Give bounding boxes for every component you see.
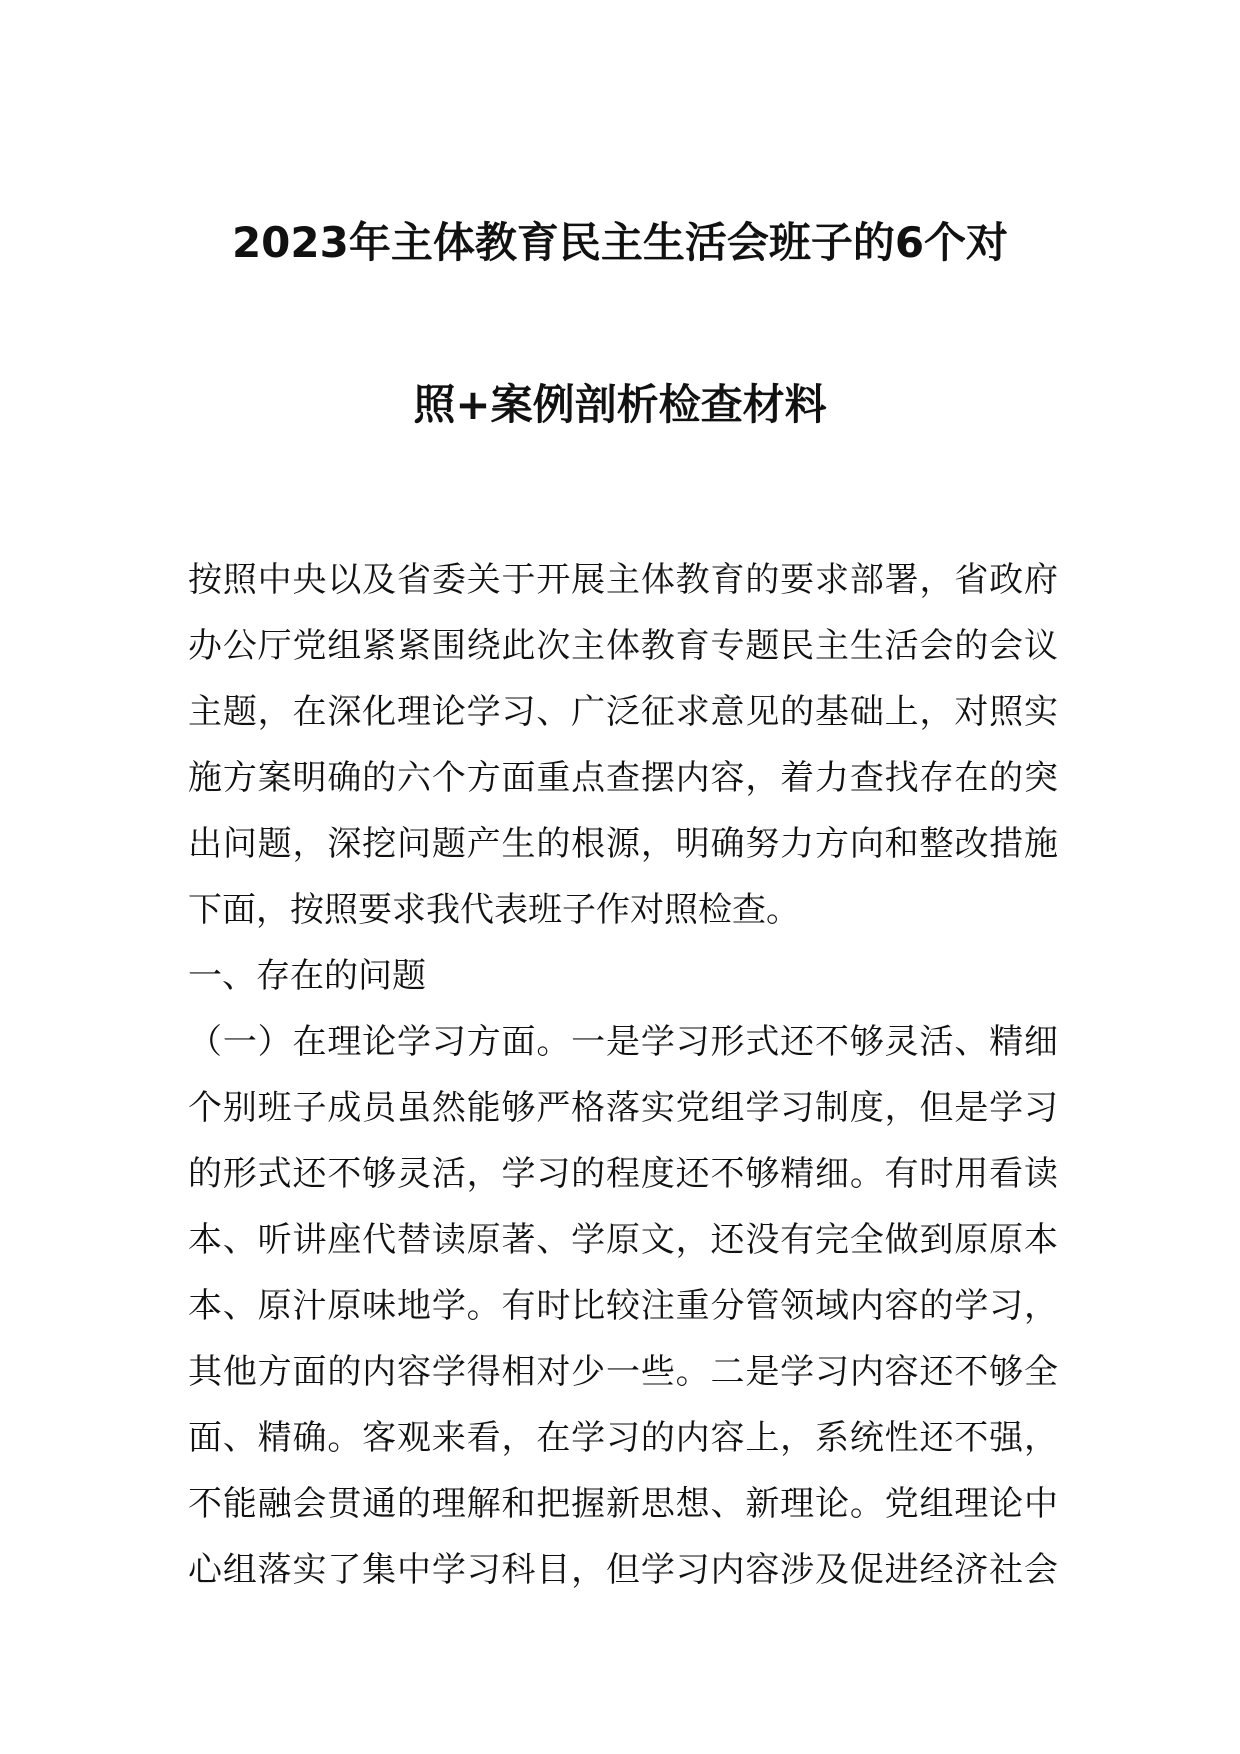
body-line: 本、原汁原味地学。有时比较注重分管领域内容的学习， xyxy=(188,1286,1058,1326)
document-body xyxy=(188,547,1058,1603)
body-line: 个别班子成员虽然能够严格落实党组学习制度，但是学习 xyxy=(188,1088,1058,1128)
body-line: 按照中央以及省委关于开展主体教育的要求部署，省政府 xyxy=(188,560,1058,600)
body-line: 其他方面的内容学得相对少一些。二是学习内容还不够全 xyxy=(188,1352,1058,1392)
body-line: 的形式还不够灵活，学习的程度还不够精细。有时用看读 xyxy=(188,1154,1058,1194)
section-heading: 一、存在的问题 xyxy=(188,956,426,996)
body-line: 心组落实了集中学习科目，但学习内容涉及促进经济社会 xyxy=(188,1550,1058,1590)
body-line: 面、精确。客观来看，在学习的内容上，系统性还不强， xyxy=(188,1418,1058,1458)
body-line: 办公厅党组紧紧围绕此次主体教育专题民主生活会的会议 xyxy=(188,626,1058,666)
document-title-line-2: 照+案例剖析检查材料 xyxy=(413,380,827,429)
body-line: 施方案明确的六个方面重点查摆内容，着力查找存在的突 xyxy=(188,758,1058,798)
body-line: 本、听讲座代替读原著、学原文，还没有完全做到原原本 xyxy=(188,1220,1058,1260)
body-line: 出问题，深挖问题产生的根源，明确努力方向和整改措施 xyxy=(188,824,1058,864)
body-line: 主题，在深化理论学习、广泛征求意见的基础上，对照实 xyxy=(188,692,1058,732)
body-line: 不能融会贯通的理解和把握新思想、新理论。党组理论中 xyxy=(188,1484,1058,1524)
document-title-line-1: 2023年主体教育民主生活会班子的6个对 xyxy=(231,218,1009,267)
body-line: （一）在理论学习方面。一是学习形式还不够灵活、精细 xyxy=(188,1022,1058,1062)
body-line: 下面，按照要求我代表班子作对照检查。 xyxy=(188,890,800,930)
